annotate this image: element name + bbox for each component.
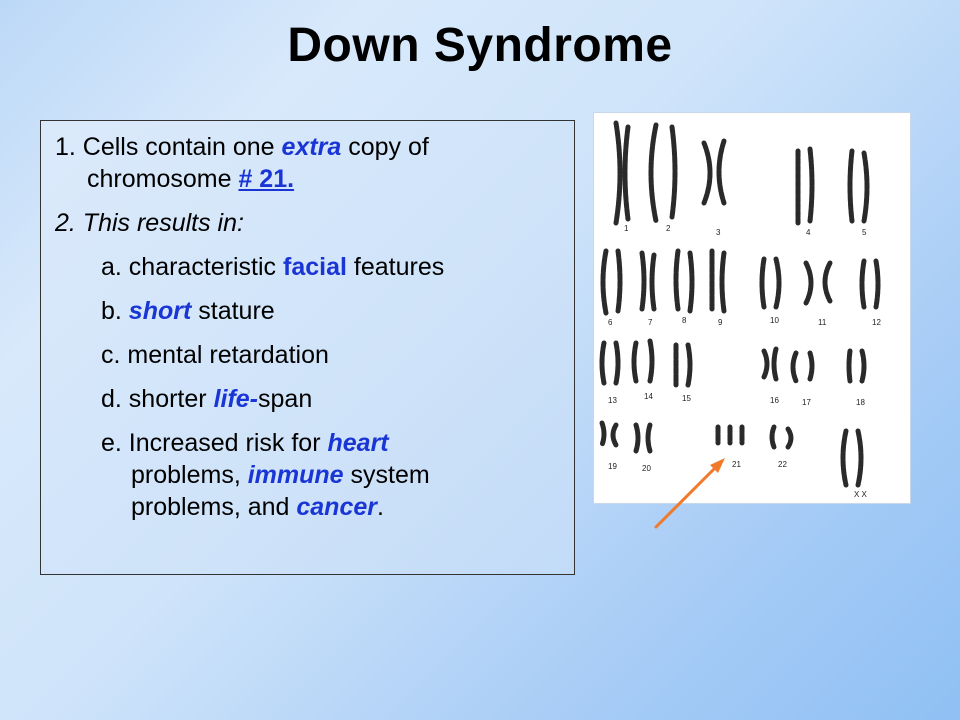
chromosome-18-copy-1: [849, 351, 850, 381]
chromosome-11-copy-1: [806, 263, 811, 303]
chromosome-2-copy-1: [651, 125, 656, 221]
chromosome-21-link[interactable]: # 21.: [238, 165, 295, 193]
item-e-line-1: [55, 427, 560, 459]
chromosome-label-8: 8: [682, 316, 687, 325]
chromosome-16-copy-2: [774, 349, 776, 379]
chromosome-17-copy-1: [793, 353, 796, 381]
chromosome-6-copy-2: [618, 251, 620, 311]
e-prefix: e. Increased risk for: [101, 429, 328, 457]
content-textbox: [40, 120, 575, 575]
chromosome-13-copy-1: [602, 343, 604, 383]
chromosome-7-copy-1: [642, 253, 644, 309]
chromosome-label-1: 1: [624, 224, 629, 233]
chromosome-22-copy-2: [788, 429, 791, 447]
chromosome-8-copy-1: [676, 251, 678, 309]
item-d: [55, 383, 560, 415]
a-suffix: features: [346, 253, 445, 281]
chromosome-4-copy-2: [810, 149, 812, 221]
chromosome-12-copy-1: [862, 261, 864, 307]
point-2: 2. This results in:: [55, 209, 244, 237]
chromosome-10-copy-2: [776, 259, 779, 307]
a-facial-emphasis: facial: [283, 253, 347, 281]
chromosome-label-2: 2: [666, 224, 671, 233]
chromosome-label-12: 12: [872, 318, 881, 327]
chromosome-label-4: 4: [806, 228, 811, 237]
chromosome-14-copy-2: [650, 341, 652, 381]
chromosome-label-16: 16: [770, 396, 779, 405]
chromosome-11-copy-2: [825, 263, 830, 301]
e-line3-prefix: problems, and: [131, 493, 297, 521]
chromosome-13-copy-2: [616, 343, 618, 383]
chromosome-9-copy-2: [722, 253, 724, 311]
slide-title: Down Syndrome: [287, 19, 673, 72]
chromosome-18-copy-2: [862, 351, 864, 381]
b-short-emphasis: short: [128, 297, 192, 325]
chromosome-3-copy-2: [719, 141, 724, 203]
chromosome-label-5: 5: [862, 228, 867, 237]
chromosome-label-3: 3: [716, 228, 721, 237]
item-b: [55, 295, 560, 327]
b-suffix: stature: [191, 297, 275, 325]
chromosome-12-copy-2: [876, 261, 878, 307]
chromosome-1-copy-1: [616, 123, 620, 223]
b-prefix: b.: [101, 297, 129, 325]
chromosome-label-9: 9: [718, 318, 723, 327]
d-suffix: span: [258, 385, 313, 413]
arrow-to-chromosome-21-icon: [640, 445, 740, 545]
chromosome-label-22: 22: [778, 460, 787, 469]
chromosome-15-copy-2: [688, 345, 690, 385]
e-line3-suffix: .: [377, 493, 384, 521]
chromosome-16-copy-1: [764, 351, 767, 377]
chromosome-label-21: 21: [732, 460, 741, 469]
chromosome-X X-copy-2: [858, 431, 861, 485]
chromosome-7-copy-2: [652, 255, 654, 309]
e-line2-suffix: system: [343, 461, 430, 489]
chromosome-17-copy-2: [810, 353, 812, 379]
point-1-line-1: [55, 131, 560, 163]
chromosome-label-15: 15: [682, 394, 691, 403]
chromosome-19-copy-1: [602, 423, 604, 445]
chromosome-label-7: 7: [648, 318, 653, 327]
chromosome-label-14: 14: [644, 392, 653, 401]
chromosome-6-copy-1: [603, 251, 606, 313]
d-prefix: d. shorter: [101, 385, 214, 413]
e-cancer-emphasis: cancer: [296, 493, 377, 521]
item-a: [55, 251, 560, 283]
chromosome-3-copy-1: [704, 143, 710, 203]
chromosome-label-18: 18: [856, 398, 865, 407]
p1-prefix: 1. Cells contain one: [55, 133, 282, 161]
chromosome-2-copy-2: [672, 127, 675, 217]
p1-line2-prefix: chromosome: [87, 165, 239, 193]
chromosome-label-17: 17: [802, 398, 811, 407]
p1-extra-emphasis: extra: [281, 133, 342, 161]
chromosome-label-10: 10: [770, 316, 779, 325]
e-line2-prefix: problems,: [131, 461, 248, 489]
chromosome-label-13: 13: [608, 396, 617, 405]
a-prefix: a. characteristic: [101, 253, 284, 281]
item-e-line-3: [55, 491, 560, 523]
p1-mid: copy of: [341, 133, 429, 161]
chromosome-label-XX: X X: [854, 490, 867, 499]
e-immune-emphasis: immune: [247, 461, 344, 489]
chromosome-label-6: 6: [608, 318, 613, 327]
chromosome-10-copy-1: [762, 259, 764, 307]
item-c: c. mental retardation: [101, 341, 329, 369]
chromosome-20-copy-1: [636, 425, 638, 451]
chromosome-label-19: 19: [608, 462, 617, 471]
chromosome-8-copy-2: [690, 253, 692, 311]
chromosome-1-copy-2: [625, 127, 628, 219]
chromosome-label-11: 11: [818, 318, 827, 327]
chromosome-label-20: 20: [642, 464, 651, 473]
point-1-line-2: [55, 163, 560, 195]
chromosome-5-copy-2: [864, 153, 867, 221]
chromosome-5-copy-1: [850, 151, 852, 221]
chromosome-14-copy-1: [634, 343, 636, 381]
e-heart-emphasis: heart: [327, 429, 389, 457]
item-e-line-2: [55, 459, 560, 491]
chromosome-19-copy-2: [613, 425, 616, 445]
chromosome-X X-copy-1: [843, 431, 846, 485]
d-life-emphasis: life-: [213, 385, 259, 413]
chromosome-22-copy-1: [772, 427, 774, 447]
